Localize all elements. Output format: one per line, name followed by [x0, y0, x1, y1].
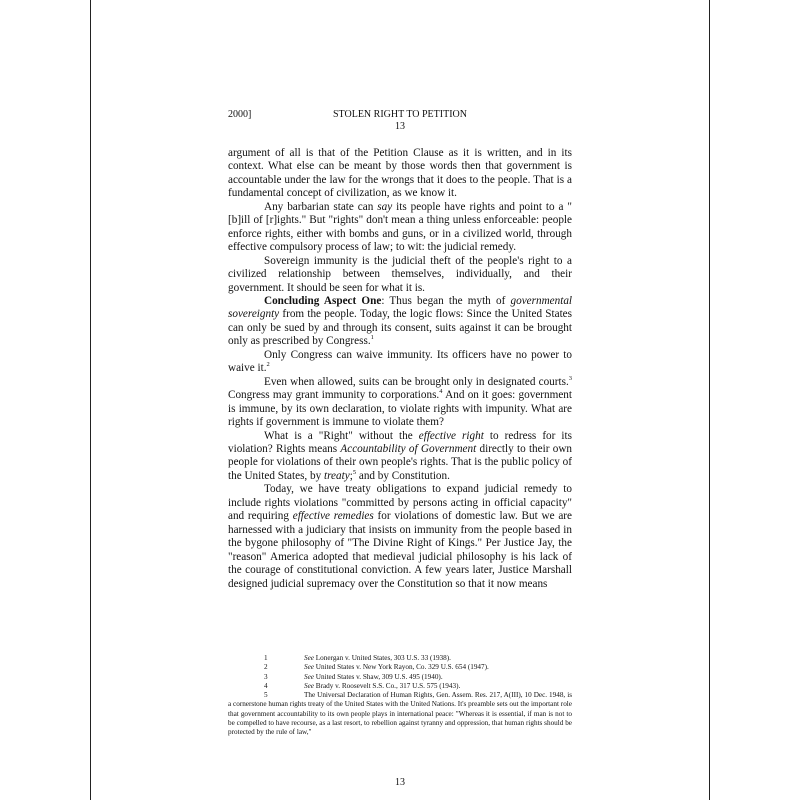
paragraph-2: Any barbarian state can say its people have rights and point to a "[b]ill of [r]ights." But "rights" don't mean a thing unless enforceable: people enforce rights, either with bombs and guns, or in a civilized world, through effective compulsory process of law; to wit: the judicial remedy. [228, 200, 572, 254]
paragraph-6: Even when allowed, suits can be brought only in designated courts.$^3$ Congress may grant immunity to corporations.$^4$ And on it goes: government is immune, by its own declaration, to violate rights with impunity. What are rights if government is immune to violate them? [228, 374, 572, 429]
footnote-1: 1 See Lonergan v. United States, 303 U.S. 33 (1938). [264, 654, 451, 662]
paragraph-5: Only Congress can waive immunity. Its officers have no power to waive it.$^2$ [228, 348, 572, 375]
page-footer-number: 13 [395, 777, 405, 788]
footnotes [228, 654, 572, 738]
footnote-ref-4[interactable]: 4 [439, 388, 443, 396]
footnote-ref-2[interactable]: 2 [266, 361, 270, 369]
paragraph-7: What is a "Right" without the effective right to redress for its violation? Rights means Accountability of Government directly to their own people for violations of their own people's rights. That is the public policy of the United States, by treaty;$^5$ and by Constitution. [228, 429, 572, 482]
footnote-3: 3 See United States v. Shaw, 309 U.S. 495 (1940). [264, 672, 443, 681]
header-page-number: 13 [395, 121, 405, 132]
header-title: STOLEN RIGHT TO PETITION [333, 109, 467, 120]
header-volume: 2000] [228, 109, 252, 120]
paragraph-4: Concluding Aspect One: Thus began the myth of governmental sovereignty from the people. Today, the logic flows: Since the United States can only be sued by and through its consent, suits against it can be brought only as prescribed by Congress.$^1$ [228, 294, 573, 348]
paragraph-3: Sovereign immunity is the judicial theft of the people's right to a civilized relationship between themselves, individually, and their government. It should be seen for what it is. [228, 254, 572, 294]
footnote-5: 5 The Universal Declaration of Human Rights, Gen. Assem. Res. 217, A(III), 10 Dec. 1948, is a cornerstone human rights treaty of the United States with the United Nations. It's preamble sets out the important role that government accountability to its own people plays in international peace: "Whereas it is essential, if man is not to be compelled to have recourse, as a last resort, to rebellion against tyranny and oppression, that human rights should be protected by the rule of law," [228, 691, 572, 737]
footnote-ref-3[interactable]: 3 [568, 374, 572, 382]
paragraph-1: argument of all is that of the Petition Clause as it is written, and in its context. What else can be meant by those words then that government is accountable under the law for the wrongs that it does to the people. That is a fundamental concept of civilization, as we know it. [228, 147, 572, 200]
footnote-4: 4 See Brady v. Roosevelt S.S. Co., 317 U.S. 575 (1943). [264, 681, 461, 690]
footnote-2: 2 See United States v. New York Rayon, Co. 329 U.S. 654 (1947). [264, 663, 489, 672]
footnote-ref-1[interactable]: 1 [370, 334, 374, 342]
footnote-ref-5[interactable]: 5 [352, 468, 357, 476]
paragraph-8: Today, we have treaty obligations to expand judicial remedy to include rights violations "committed by persons acting in official capacity" and requiring effective remedies for violations of domestic law. But we are harnessed with a judiciary that insists on immunity from the people based in the bygone philosophy of "The Divine Right of Kings." Per Justice Jay, the "reason" America adopted that medieval judicial philosophy is his lack of the courage of constitutional conviction. A few years later, Justice Marshall designed judicial supremacy over the Constitution so that it now means [228, 483, 572, 590]
body-text [228, 147, 572, 591]
